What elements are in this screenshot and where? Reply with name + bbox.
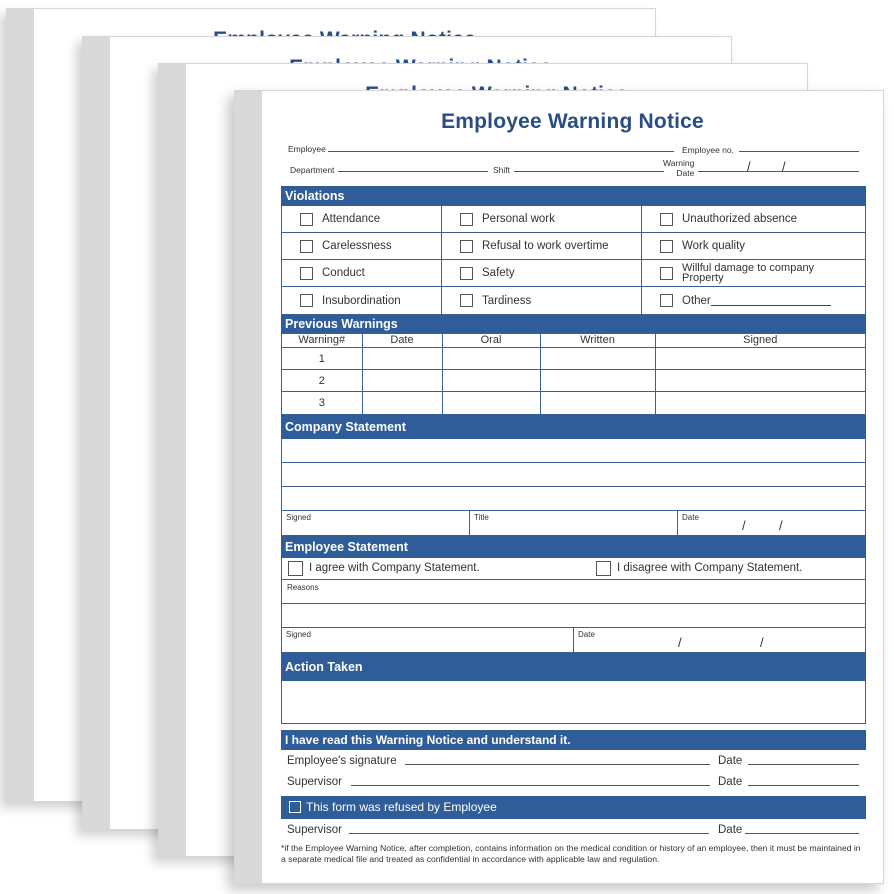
employee-no-field[interactable] xyxy=(739,142,859,152)
action-taken-field[interactable] xyxy=(281,681,866,724)
checkbox[interactable] xyxy=(300,213,313,226)
reasons-line[interactable] xyxy=(282,604,865,628)
violation-insubordination[interactable]: Insubordination xyxy=(282,287,442,314)
date-cell[interactable] xyxy=(362,348,442,370)
checkbox[interactable] xyxy=(289,801,301,813)
company-signed-field[interactable]: Signed xyxy=(282,511,470,535)
checkbox[interactable] xyxy=(660,240,673,253)
form-title: Employee Warning Notice xyxy=(441,110,704,133)
date-slash: / xyxy=(760,634,764,650)
employee-statement-box xyxy=(281,558,866,653)
page-content xyxy=(262,91,883,883)
checkbox[interactable] xyxy=(460,213,473,226)
page-binding-strip xyxy=(7,9,34,801)
table-row xyxy=(282,370,865,392)
employee-statement-heading: Employee Statement xyxy=(281,536,866,558)
header-row-1 xyxy=(262,138,883,160)
employee-signature-row xyxy=(282,628,865,652)
checkbox[interactable] xyxy=(300,294,313,307)
column-header: Signed xyxy=(655,334,865,348)
date-field[interactable] xyxy=(748,755,859,765)
violation-other[interactable]: Other xyxy=(642,287,865,314)
action-taken-heading: Action Taken xyxy=(281,653,866,681)
previous-warnings-table xyxy=(281,333,866,415)
violation-safety[interactable]: Safety xyxy=(442,260,642,287)
employee-signature-row xyxy=(281,750,866,772)
date-label: Date xyxy=(718,754,743,767)
date-field[interactable] xyxy=(745,824,859,834)
form-body xyxy=(281,186,866,866)
company-statement-heading: Company Statement xyxy=(281,415,866,439)
checkbox[interactable] xyxy=(300,267,313,280)
employee-signed-field[interactable]: Signed xyxy=(282,628,574,652)
violation-refusal-overtime[interactable]: Refusal to work overtime xyxy=(442,233,642,260)
date-slash: / xyxy=(782,159,786,174)
column-header: Written xyxy=(540,334,655,348)
acknowledgement-heading: I have read this Warning Notice and understand it. xyxy=(281,730,866,750)
violation-conduct[interactable]: Conduct xyxy=(282,260,442,287)
statement-line[interactable] xyxy=(282,463,865,487)
supervisor-signature-field[interactable] xyxy=(351,776,710,786)
oral-cell[interactable] xyxy=(442,348,540,370)
written-cell[interactable] xyxy=(540,392,655,414)
checkbox[interactable] xyxy=(460,267,473,280)
written-cell[interactable] xyxy=(540,348,655,370)
department-label: Department xyxy=(290,165,335,175)
violation-unauthorized-absence[interactable]: Unauthorized absence xyxy=(642,206,865,233)
supervisor-label: Supervisor xyxy=(287,775,342,788)
date-cell[interactable] xyxy=(362,370,442,392)
warning-number: 3 xyxy=(282,392,362,414)
form-refused-option[interactable]: This form was refused by Employee xyxy=(281,796,866,819)
warning-date-label: Warning Date xyxy=(663,158,695,178)
supervisor-label: Supervisor xyxy=(287,823,342,836)
company-statement-box xyxy=(281,439,866,536)
reasons-field[interactable]: Reasons xyxy=(282,580,865,604)
date-slash: / xyxy=(779,517,783,533)
signed-cell[interactable] xyxy=(655,370,865,392)
date-slash: / xyxy=(742,517,746,533)
date-field[interactable] xyxy=(748,776,859,786)
violation-work-quality[interactable]: Work quality xyxy=(642,233,865,260)
date-slash: / xyxy=(678,634,682,650)
page-binding-strip xyxy=(83,37,110,829)
employee-field[interactable] xyxy=(328,142,674,152)
violation-attendance[interactable]: Attendance xyxy=(282,206,442,233)
employee-date-field[interactable]: Date / / xyxy=(578,629,764,650)
previous-warnings-heading: Previous Warnings xyxy=(281,315,866,333)
column-header: Oral xyxy=(442,334,540,348)
violation-willful-damage[interactable] xyxy=(642,260,865,287)
violations-heading: Violations xyxy=(281,186,866,206)
oral-cell[interactable] xyxy=(442,370,540,392)
employee-signature-field[interactable] xyxy=(405,755,710,765)
company-signature-row xyxy=(282,511,865,535)
signed-cell[interactable] xyxy=(655,392,865,414)
checkbox[interactable] xyxy=(460,294,473,307)
disagree-option[interactable]: I disagree with Company Statement. xyxy=(596,561,802,576)
table-row xyxy=(282,348,865,370)
shift-label: Shift xyxy=(493,165,511,175)
front-page xyxy=(234,90,884,884)
checkbox[interactable] xyxy=(300,240,313,253)
company-title-field[interactable]: Title xyxy=(470,511,678,535)
violation-tardiness[interactable]: Tardiness xyxy=(442,287,642,314)
written-cell[interactable] xyxy=(540,370,655,392)
employee-signature-label: Employee's signature xyxy=(287,754,397,767)
agreement-row xyxy=(282,558,865,580)
violations-grid xyxy=(281,206,866,315)
oral-cell[interactable] xyxy=(442,392,540,414)
warning-number: 2 xyxy=(282,370,362,392)
date-label: Date xyxy=(718,823,743,836)
table-header-row xyxy=(282,334,865,348)
page-binding-strip xyxy=(235,91,262,883)
employee-label: Employee xyxy=(288,144,326,154)
checkbox[interactable] xyxy=(288,561,303,576)
agree-option[interactable]: I agree with Company Statement. xyxy=(282,561,596,576)
page-binding-strip xyxy=(159,64,186,856)
confidentiality-footnote: *if the Employee Warning Notice, after completion, contains information on the medical condition or history of an employee, then it must be maintained in a separate medical file and treated as confidential in accordance with applicable law and regulation. xyxy=(281,842,861,864)
shift-field[interactable] xyxy=(514,162,664,172)
warning-number: 1 xyxy=(282,348,362,370)
statement-line[interactable] xyxy=(282,487,865,511)
violation-personal-work[interactable]: Personal work xyxy=(442,206,642,233)
other-field[interactable] xyxy=(711,296,831,306)
checkbox[interactable] xyxy=(460,240,473,253)
supervisor-signature-field[interactable] xyxy=(349,824,709,834)
date-slash: / xyxy=(747,159,751,174)
table-row xyxy=(282,392,865,414)
supervisor-signature-row xyxy=(281,772,866,794)
checkbox[interactable] xyxy=(660,213,673,226)
column-header: Warning# xyxy=(282,334,362,348)
checkbox[interactable] xyxy=(596,561,611,576)
company-date-field[interactable]: Date / / xyxy=(682,512,783,533)
checkbox[interactable] xyxy=(660,294,673,307)
date-label: Date xyxy=(718,775,743,788)
warning-date-field[interactable] xyxy=(698,162,859,172)
date-cell[interactable] xyxy=(362,392,442,414)
checkbox[interactable] xyxy=(660,267,673,280)
signed-cell[interactable] xyxy=(655,348,865,370)
refused-supervisor-row xyxy=(281,819,866,841)
willful-damage-label: Willful damage to company Property xyxy=(682,262,815,284)
statement-line[interactable] xyxy=(282,439,865,463)
column-header: Date xyxy=(362,334,442,348)
violation-carelessness[interactable]: Carelessness xyxy=(282,233,442,260)
department-field[interactable] xyxy=(338,162,488,172)
header-row-2 xyxy=(262,160,883,182)
employee-no-label: Employee no. xyxy=(682,145,734,155)
